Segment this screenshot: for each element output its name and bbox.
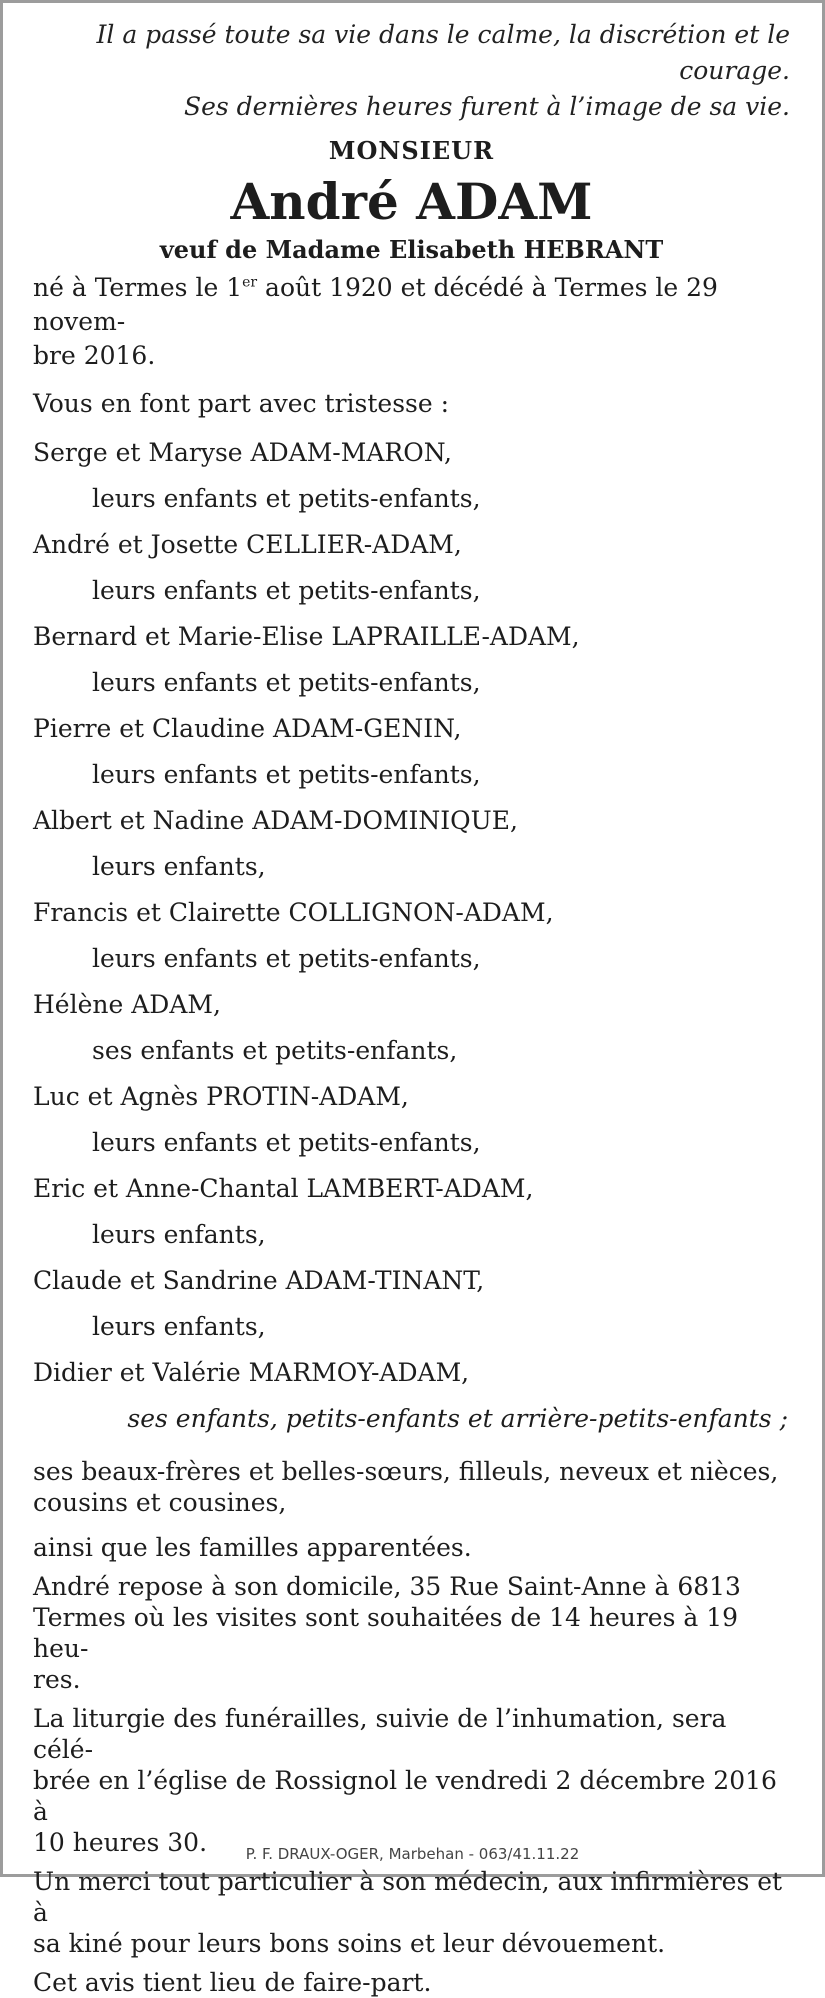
family-member-descendants: leurs enfants et petits-enfants, — [92, 484, 481, 513]
extended-family-line-1: ses beaux-frères et belles-sœurs, filleuls, neveux et nièces, — [33, 1457, 779, 1486]
civility-title: MONSIEUR — [328, 136, 495, 165]
funeral-line-2: brée en l’église de Rossignol le vendredi 2 décembre 2016 à — [33, 1766, 777, 1826]
thanks-line-1: Un merci tout particulier à son médecin, aux infirmières et à — [33, 1867, 783, 1927]
thanks-line-2: sa kiné pour leurs bons soins et leur dévouement. — [33, 1929, 666, 1958]
epigraph-line-3: Ses dernières heures furent à l’image de sa vie. — [183, 92, 790, 121]
family-member-name: Serge et Maryse ADAM-MARON, — [33, 438, 452, 467]
deceased-name: André ADAM — [230, 172, 593, 231]
family-list — [33, 430, 790, 1442]
family-member-descendants: ses enfants et petits-enfants, — [92, 1036, 458, 1065]
family-member-descendants: leurs enfants, — [92, 1220, 266, 1249]
family-member-descendants: leurs enfants et petits-enfants, — [92, 668, 481, 697]
extended-family-text — [33, 1456, 790, 1518]
birth-death-text — [33, 271, 790, 373]
birth-prefix: né à Termes le 1 — [33, 273, 243, 302]
announcement-intro: Vous en font part avec tristesse : — [33, 389, 450, 418]
funeral-home-footer: P. F. DRAUX-OGER, Marbehan - 063/41.11.22 — [245, 1845, 580, 1863]
family-member-descendants: leurs enfants, — [92, 1312, 266, 1341]
family-member-name: André et Josette CELLIER-ADAM, — [33, 530, 462, 559]
family-member-name: Hélène ADAM, — [33, 990, 221, 1019]
closing-text: Cet avis tient lieu de faire-part. — [33, 1968, 432, 1997]
family-member-descendants: leurs enfants et petits-enfants, — [92, 576, 481, 605]
family-member-descendants: ses enfants, petits-enfants et arrière-petits-enfants ; — [127, 1404, 788, 1433]
family-member-name: Luc et Agnès PROTIN-ADAM, — [33, 1082, 409, 1111]
family-member-name: Pierre et Claudine ADAM-GENIN, — [33, 714, 462, 743]
funeral-line-1: La liturgie des funérailles, suivie de l’inhumation, sera célé- — [33, 1704, 727, 1764]
family-member-descendants: leurs enfants et petits-enfants, — [92, 944, 481, 973]
birth-death-line-2: bre 2016. — [33, 341, 156, 370]
family-member-name: Bernard et Marie-Elise LAPRAILLE-ADAM, — [33, 622, 580, 651]
wake-info-text — [33, 1571, 790, 1695]
extended-family-line-2: cousins et cousines, — [33, 1488, 287, 1517]
funeral-line-3: 10 heures 30. — [33, 1828, 208, 1857]
related-families-text: ainsi que les familles apparentées. — [33, 1533, 472, 1562]
family-member-name: Francis et Clairette COLLIGNON-ADAM, — [33, 898, 554, 927]
funeral-info-text — [33, 1703, 790, 1858]
family-member-descendants: leurs enfants et petits-enfants, — [92, 1128, 481, 1157]
family-member-name: Didier et Valérie MARMOY-ADAM, — [33, 1358, 470, 1387]
birth-ordinal-sup: er — [242, 274, 258, 291]
epigraph-line-1: Il a passé toute sa vie dans le calme, la discrétion et le — [96, 20, 790, 49]
birth-rest: août 1920 et décédé à Termes le 29 novem- — [33, 273, 718, 336]
epigraph-line-2: courage. — [679, 56, 790, 85]
widow-of-line: veuf de Madame Elisabeth HEBRANT — [159, 235, 664, 264]
family-member-name: Eric et Anne-Chantal LAMBERT-ADAM, — [33, 1174, 534, 1203]
birth-death-line-1 — [33, 271, 790, 339]
family-member-descendants: leurs enfants et petits-enfants, — [92, 760, 481, 789]
family-member-descendants: leurs enfants, — [92, 852, 266, 881]
family-member-name: Claude et Sandrine ADAM-TINANT, — [33, 1266, 485, 1295]
wake-line-1: André repose à son domicile, 35 Rue Saint-Anne à 6813 — [33, 1572, 741, 1601]
epigraph — [33, 17, 790, 125]
wake-line-2: Termes où les visites sont souhaitées de 14 heures à 19 heu- — [33, 1603, 739, 1663]
family-member-name: Albert et Nadine ADAM-DOMINIQUE, — [33, 806, 518, 835]
thanks-text — [33, 1866, 790, 1959]
wake-line-3: res. — [33, 1665, 81, 1694]
